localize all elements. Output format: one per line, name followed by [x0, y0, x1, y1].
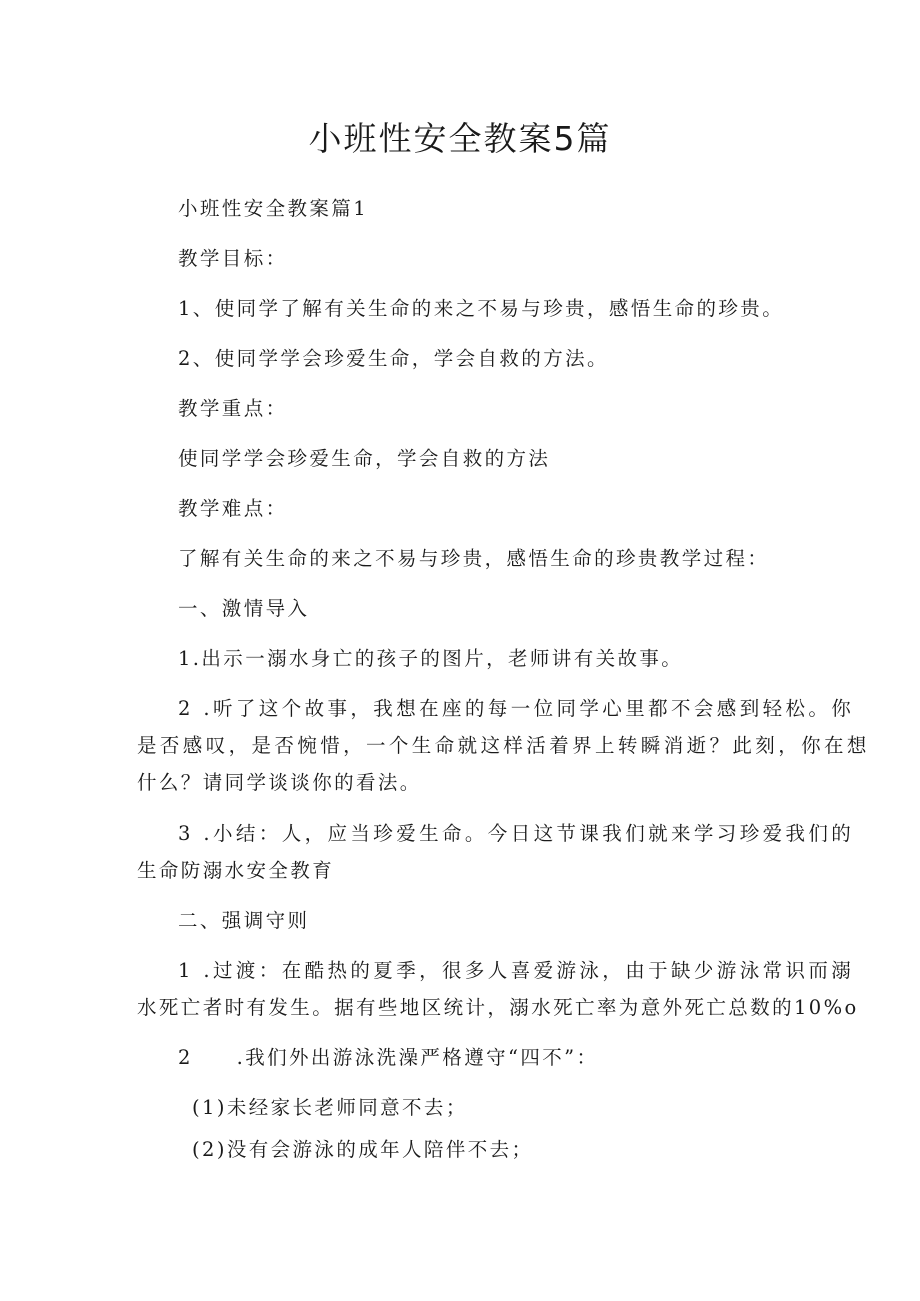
difficulty-text: 了解有关生命的来之不易与珍贵，感悟生命的珍贵教学过程：: [178, 547, 770, 570]
rule-2-item-1: (1)未经家长老师同意不去；: [192, 1096, 468, 1119]
step-2-line-3: 什么？请同学谈谈你的看法。: [137, 771, 422, 794]
step-2-line-2: 是否感叹，是否惋惜，一个生命就这样活着界上转瞬消逝？此刻，你在想: [137, 734, 870, 757]
step-3-line-2: 生命防溺水安全教育: [137, 859, 335, 882]
rule-2-item-2: (2)没有会游泳的成年人陪伴不去；: [192, 1138, 534, 1161]
rule-2: 2 .我们外出游泳洗澡严格遵守“四不”：: [178, 1046, 599, 1069]
step-2-line-1: 2 .听了这个故事，我想在座的每一位同学心里都不会感到轻松。你: [178, 697, 855, 720]
step-1: 1.出示一溺水身亡的孩子的图片，老师讲有关故事。: [178, 647, 684, 670]
subheading-objectives: 教学目标：: [178, 247, 288, 270]
step-3-line-1: 3 .小结：人，应当珍爱生命。今日这节课我们就来学习珍爱我们的: [178, 822, 855, 845]
rule-1-line-2: 水死亡者时有发生。据有些地区统计，溺水死亡率为意外死亡总数的10%o: [137, 996, 859, 1019]
rule-1-line-1: 1 .过渡：在酷热的夏季，很多人喜爱游泳，由于缺少游泳常识而溺: [178, 959, 855, 982]
focus-text: 使同学学会珍爱生命，学会自救的方法: [178, 447, 551, 470]
objective-1: 1、使同学了解有关生命的来之不易与珍贵，感悟生命的珍贵。: [178, 297, 785, 320]
subheading-difficulty: 教学难点：: [178, 497, 288, 520]
part-one-heading: 一、激情导入: [178, 597, 310, 620]
part-two-heading: 二、强调守则: [178, 909, 310, 932]
subheading-focus: 教学重点：: [178, 397, 288, 420]
section-heading: 小班性安全教案篇1: [178, 197, 369, 220]
objective-2: 2、使同学学会珍爱生命，学会自救的方法。: [178, 347, 609, 370]
document-title: 小班性安全教案5篇: [308, 119, 612, 158]
